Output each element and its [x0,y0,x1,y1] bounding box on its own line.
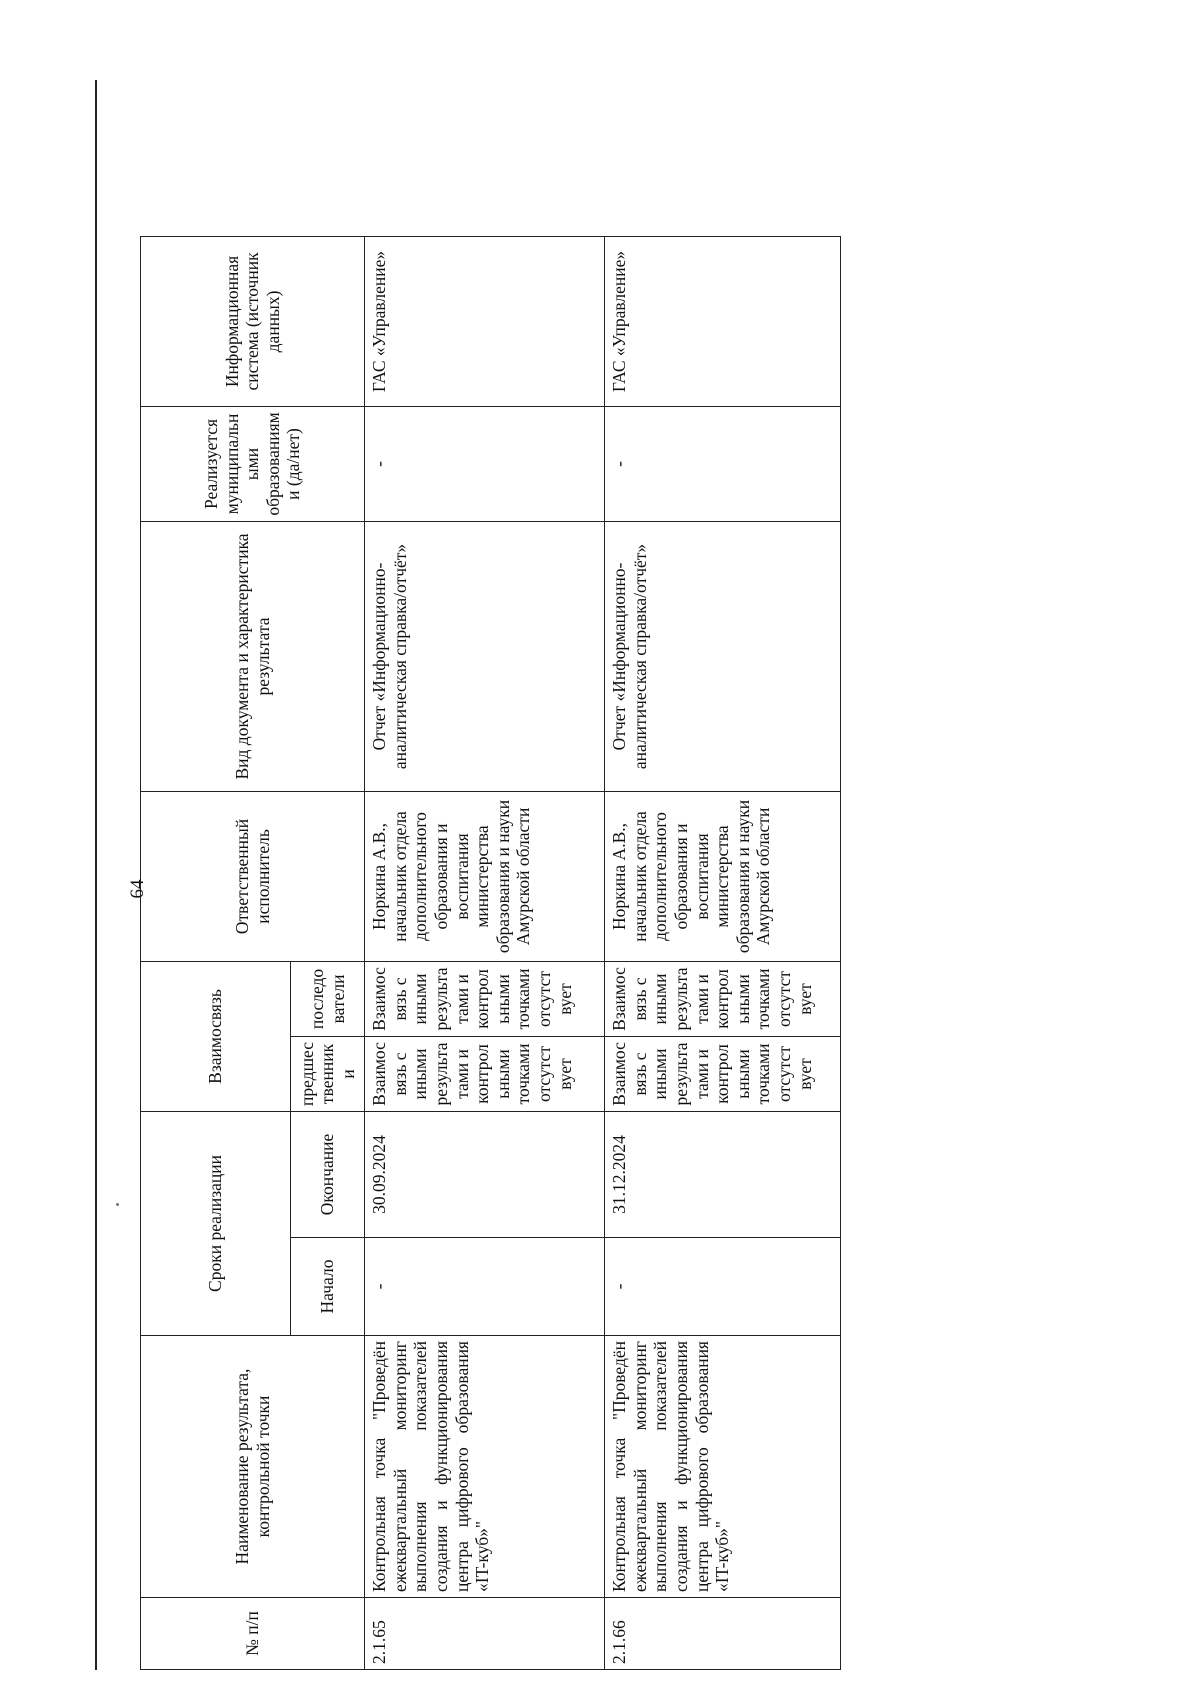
scan-speck [116,1203,119,1206]
cell-predecessors: Взаимосвязь с иными результатами и контрольными точками отсутствует [605,1036,841,1111]
cell-end: 31.12.2024 [605,1111,841,1237]
cell-municipal: - [365,406,605,521]
cell-num: 2.1.66 [605,1598,841,1670]
header-relation: Взаимосвязь [141,961,291,1111]
cell-name: Контрольная точка "Проведён ежеквартальный мониторинг выполнения показателей создания и функционирования центра цифрового образования «IT-куб»" [605,1336,841,1598]
cell-start: - [605,1238,841,1336]
cell-predecessors: Взаимосвязь с иными результатами и контрольными точками отсутствует [365,1036,605,1111]
header-row [141,79,291,1669]
page-number: 64 [127,879,148,899]
cell-doc-type: Отчет «Информационно-аналитическая справка/отчёт» [365,521,605,791]
header-terms: Сроки реализации [141,1111,291,1335]
cell-start: - [365,1238,605,1336]
cell-end: 30.09.2024 [365,1111,605,1237]
header-doc-type: Вид документа и характеристика результата [141,521,365,791]
cell-responsible: Норкина А.В., начальник отдела дополнительного образования и воспитания министерства образования и науки Амурской области [365,791,605,961]
header-predecessors: предшественники [291,1036,365,1111]
header-responsible: Ответственный исполнитель [141,791,365,961]
table-row [365,79,605,1669]
header-end: Окончание [291,1111,365,1237]
cell-num: 2.1.65 [365,1598,605,1670]
cell-doc-type: Отчет «Информационно-аналитическая справка/отчёт» [605,521,841,791]
page-edge-rule [95,80,97,1670]
header-start: Начало [291,1238,365,1336]
cell-info-system: ГАС «Управление» [605,236,841,406]
cell-municipal: - [605,406,841,521]
cell-info-system: ГАС «Управление» [365,236,605,406]
rotated-table-area [140,80,840,1670]
plan-table [140,79,841,1670]
header-municipal: Реализуется муниципальными образованиями (да/нет) [141,406,365,521]
header-name: Наименование результата, контрольной точки [141,1336,365,1598]
cell-successors: Взаимосвязь с иными результатами и контрольными точками отсутствует [605,961,841,1036]
header-info-system: Информационная система (источник данных) [141,236,365,406]
cell-responsible: Норкина А.В., начальник отдела дополнительного образования и воспитания министерства образования и науки Амурской области [605,791,841,961]
header-successors: последователи [291,961,365,1036]
cell-successors: Взаимосвязь с иными результатами и контрольными точками отсутствует [365,961,605,1036]
cell-name: Контрольная точка "Проведён ежеквартальный мониторинг выполнения показателей создания и функционирования центра цифрового образования «IT-куб»" [365,1336,605,1598]
table-row [605,79,841,1669]
header-num: № п/п [141,1598,365,1670]
